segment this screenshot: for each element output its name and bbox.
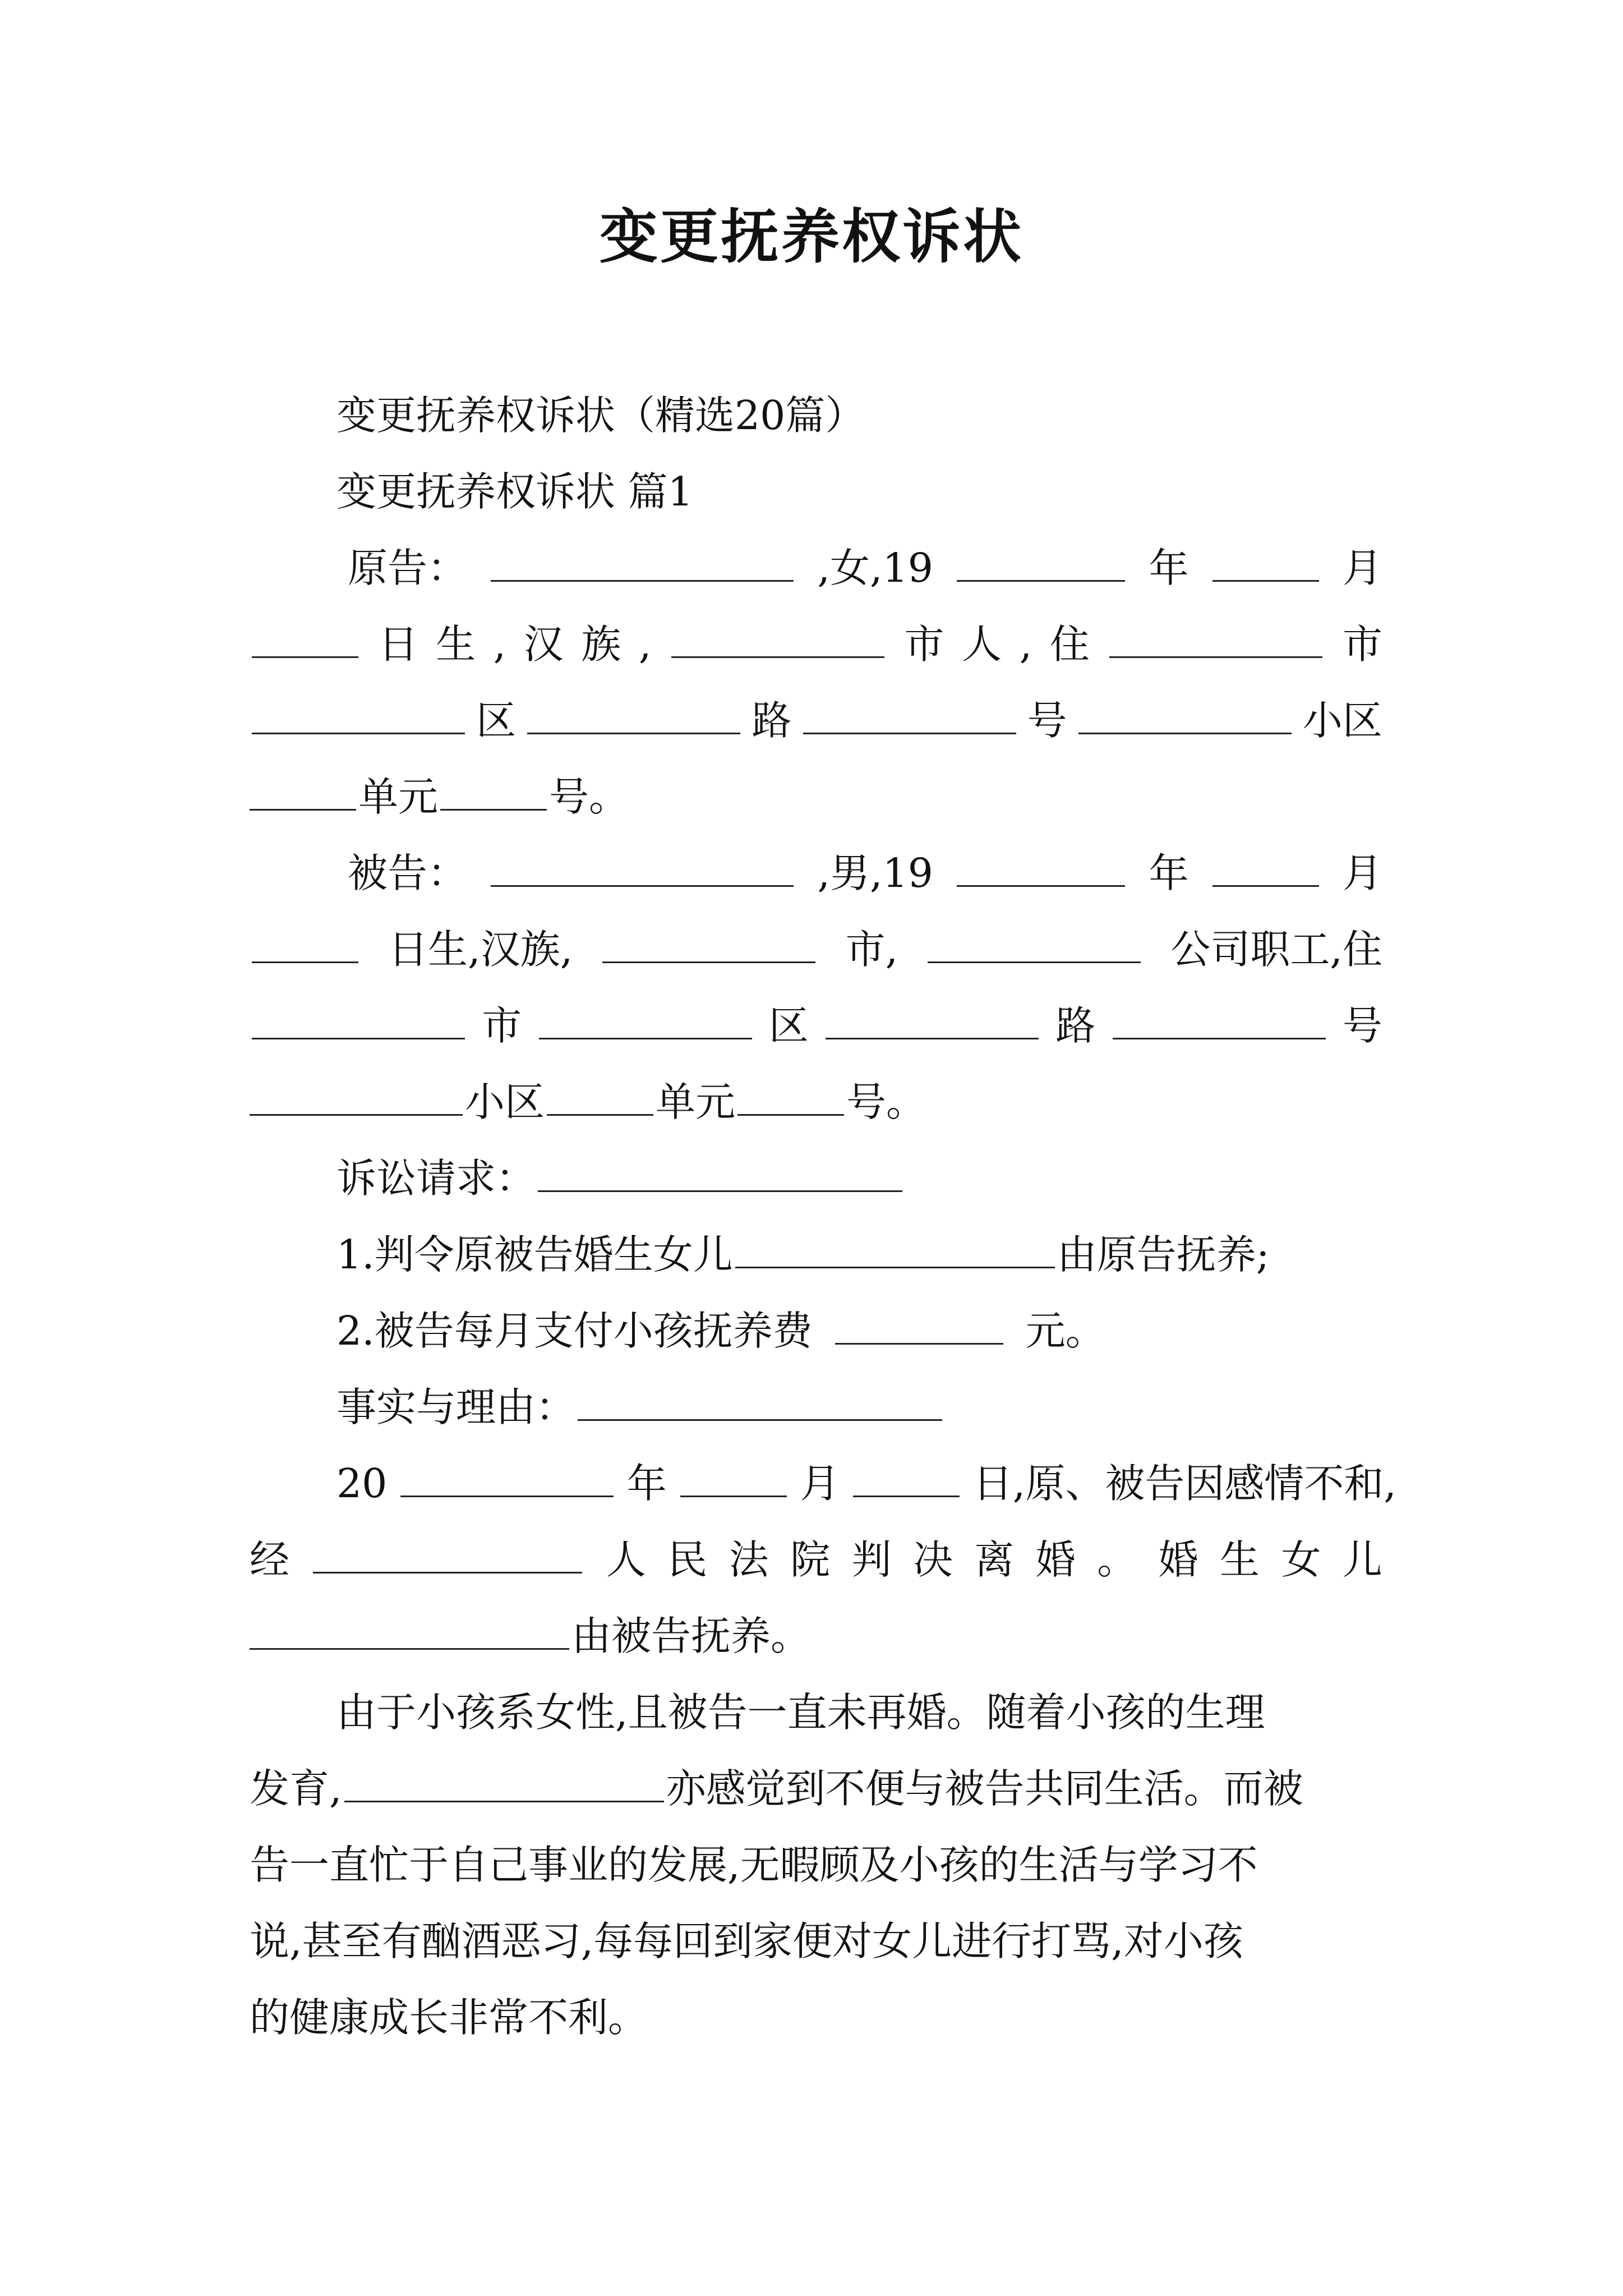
facts-line-2 — [250, 1521, 1382, 1598]
text-fragment: 月 — [1342, 850, 1382, 896]
blank-field[interactable] — [252, 619, 358, 658]
text-fragment: 单元 — [656, 1079, 736, 1125]
blank-field[interactable] — [578, 1382, 942, 1421]
text-fragment: 年 — [1149, 545, 1189, 591]
text-fragment: 日生,汉族, — [388, 926, 573, 973]
text-fragment: , — [493, 621, 506, 668]
blank-field[interactable] — [547, 1077, 653, 1116]
document-title: 变更抚养权诉状 — [599, 202, 1023, 271]
blank-field[interactable] — [491, 848, 794, 887]
text-fragment: 生 — [436, 621, 476, 668]
text-fragment: 告一直忙于自己事业的发展,无暇顾及小孩的生活与学习不 — [250, 1842, 1258, 1888]
text-fragment: 人 — [962, 621, 1002, 668]
text-fragment: 民 — [667, 1536, 708, 1583]
text-fragment: 1.判令原被告婚生女儿 — [336, 1231, 733, 1278]
blank-field[interactable] — [344, 1764, 664, 1802]
blank-field[interactable] — [252, 924, 358, 963]
plaintiff-line-2 — [250, 606, 1382, 683]
section-heading-text: 变更抚养权诉状 篇1 — [336, 468, 693, 515]
text-fragment: 离 — [974, 1536, 1015, 1583]
text-fragment: 小区 — [1302, 697, 1382, 744]
blank-field[interactable] — [539, 1001, 752, 1039]
text-fragment: 号。 — [846, 1079, 926, 1125]
text-fragment: 经 — [250, 1536, 290, 1583]
blank-field[interactable] — [735, 1230, 1055, 1268]
section-heading — [336, 453, 1382, 530]
text-fragment: 住 — [1049, 621, 1090, 668]
text-fragment: 公司职工,住 — [1170, 926, 1382, 973]
reason-line-5 — [250, 1979, 1382, 2056]
blank-field[interactable] — [527, 696, 740, 734]
facts-heading — [336, 1369, 1382, 1446]
claim-1 — [336, 1216, 1382, 1293]
blank-field[interactable] — [252, 1001, 465, 1039]
text-fragment: ,男,19 — [817, 850, 933, 896]
blank-field[interactable] — [602, 924, 815, 963]
claims-heading — [336, 1140, 1382, 1217]
text-fragment: 生 — [1220, 1536, 1260, 1583]
claim-2 — [336, 1292, 1382, 1369]
text-fragment: 市, — [845, 926, 898, 973]
text-fragment: 族 — [581, 621, 621, 668]
text-fragment: 小区 — [465, 1079, 545, 1125]
defendant-line-3 — [250, 987, 1382, 1064]
reason-line-3 — [250, 1826, 1382, 1903]
blank-field[interactable] — [250, 772, 356, 811]
blank-field[interactable] — [853, 1458, 960, 1497]
text-fragment: 婚 — [1035, 1536, 1076, 1583]
blank-field[interactable] — [1113, 1001, 1326, 1039]
blank-field[interactable] — [1078, 696, 1292, 734]
text-fragment: 2.被告每月支付小孩抚养费 — [336, 1308, 813, 1354]
blank-field[interactable] — [400, 1458, 614, 1497]
text-fragment: 。 — [1097, 1536, 1137, 1583]
text-fragment: 由原告抚养; — [1057, 1231, 1270, 1278]
blank-field[interactable] — [440, 772, 547, 811]
text-fragment: 儿 — [1342, 1536, 1382, 1583]
plaintiff-line-3 — [250, 682, 1382, 759]
text-fragment: 院 — [790, 1536, 831, 1583]
reason-line-2 — [250, 1750, 1382, 1827]
blank-field[interactable] — [957, 543, 1125, 582]
text-fragment: ,女,19 — [817, 545, 933, 591]
text-fragment: 市 — [904, 621, 944, 668]
blank-field[interactable] — [538, 1153, 902, 1192]
subtitle-text: 变更抚养权诉状（精选20篇） — [336, 392, 865, 439]
text-fragment: 号。 — [549, 774, 629, 820]
text-fragment: 区 — [768, 1002, 809, 1049]
facts-line-3 — [250, 1598, 1382, 1674]
defendant-line-1 — [348, 835, 1382, 912]
blank-field[interactable] — [252, 696, 465, 734]
text-fragment: 由于小孩系女性,且被告一直未再婚。随着小孩的生理 — [336, 1689, 1265, 1736]
text-fragment: 亦感觉到不便与被告共同生活。而被 — [666, 1765, 1303, 1812]
blank-field[interactable] — [313, 1535, 582, 1573]
text-fragment: 判 — [851, 1536, 892, 1583]
blank-field[interactable] — [680, 1458, 787, 1497]
blank-field[interactable] — [1109, 619, 1322, 658]
text-fragment: 婚 — [1158, 1536, 1198, 1583]
text-fragment: , — [1019, 621, 1032, 668]
text-fragment: 路 — [751, 697, 792, 744]
text-fragment: 发育, — [250, 1765, 342, 1812]
text-fragment: 说,甚至有酗酒恶习,每每回到家便对女儿进行打骂,对小孩 — [250, 1918, 1243, 1964]
text-fragment: 月 — [800, 1460, 840, 1507]
blank-field[interactable] — [835, 1306, 1003, 1345]
text-fragment: 日 — [378, 621, 418, 668]
plaintiff-line-4 — [250, 758, 1382, 835]
blank-field[interactable] — [957, 848, 1125, 887]
facts-line-1 — [336, 1445, 1396, 1522]
text-fragment: 人 — [606, 1536, 646, 1583]
text-fragment: 年 — [626, 1460, 667, 1507]
blank-field[interactable] — [826, 1001, 1039, 1039]
text-fragment: 元。 — [1025, 1308, 1105, 1354]
text-fragment: 号 — [1027, 697, 1067, 744]
text-fragment: 路 — [1055, 1002, 1096, 1049]
text-fragment: 年 — [1149, 850, 1189, 896]
reason-line-4 — [250, 1903, 1382, 1980]
text-fragment: 的健康成长非常不利。 — [250, 1994, 648, 2041]
text-fragment: 决 — [912, 1536, 953, 1583]
defendant-line-2 — [250, 911, 1382, 988]
subtitle-line — [336, 377, 1382, 454]
blank-field[interactable] — [928, 924, 1141, 963]
defendant-label: 被告： — [348, 850, 468, 896]
plaintiff-label: 原告： — [348, 545, 468, 591]
defendant-line-4 — [250, 1064, 1382, 1140]
text-fragment: 汉 — [523, 621, 564, 668]
blank-field[interactable] — [491, 543, 794, 582]
text-fragment: 月 — [1342, 545, 1382, 591]
reason-line-1 — [336, 1674, 1382, 1751]
text-fragment: 号 — [1342, 1002, 1382, 1049]
claims-label: 诉讼请求： — [336, 1155, 536, 1202]
text-fragment: 单元 — [358, 774, 439, 820]
facts-label: 事实与理由： — [336, 1384, 576, 1430]
blank-field[interactable] — [671, 619, 884, 658]
text-fragment: 市 — [1342, 621, 1382, 668]
blank-field[interactable] — [250, 1077, 463, 1116]
blank-field[interactable] — [1212, 848, 1319, 887]
plaintiff-line-1 — [348, 530, 1382, 606]
text-fragment: 区 — [476, 697, 517, 744]
blank-field[interactable] — [803, 696, 1016, 734]
text-fragment: 市 — [482, 1002, 522, 1049]
text-fragment: 法 — [728, 1536, 769, 1583]
text-fragment: , — [638, 621, 652, 668]
blank-field[interactable] — [250, 1611, 569, 1650]
text-fragment: 20 — [336, 1460, 388, 1507]
blank-field[interactable] — [737, 1077, 844, 1116]
text-fragment: 由被告抚养。 — [571, 1613, 811, 1659]
text-fragment: 女 — [1281, 1536, 1321, 1583]
text-fragment: 日,原、被告因感情不和, — [972, 1460, 1396, 1507]
blank-field[interactable] — [1212, 543, 1319, 582]
